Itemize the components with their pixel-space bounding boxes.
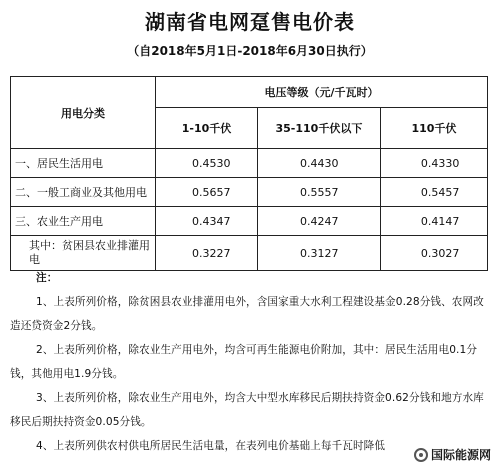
row-category: 其中：贫困县农业排灌用电 — [11, 236, 156, 271]
price-table — [10, 76, 488, 271]
category-header: 用电分类 — [11, 77, 156, 149]
voltage-header-110kv: 110千伏 — [380, 108, 487, 149]
row-value: 0.5457 — [380, 178, 487, 207]
row-value: 0.4330 — [380, 149, 487, 178]
row-value: 0.3127 — [257, 236, 380, 271]
row-category: 一、居民生活用电 — [11, 149, 156, 178]
row-value: 0.3227 — [156, 236, 258, 271]
voltage-header-1-10kv: 1-10千伏 — [156, 108, 258, 149]
page-title: 湖南省电网趸售电价表 — [145, 10, 355, 34]
row-value: 0.5557 — [257, 178, 380, 207]
row-value: 0.4147 — [380, 207, 487, 236]
note-item: 3、上表所列价格，除农业生产用电外，均含大中型水库移民后期扶持资金0.62分钱和地方水库移民后期扶持资金0.05分钱。 — [10, 392, 484, 428]
table-row — [11, 178, 488, 207]
row-value: 0.3027 — [380, 236, 487, 271]
page-subtitle: （自2018年5月1日-2018年6月30日执行） — [127, 44, 373, 58]
watermark-text: 国际能源网 — [430, 448, 491, 462]
note-item: 4、上表所列供农村供电所居民生活电量，在表列电价基础上每千瓦时降低 — [36, 440, 386, 452]
voltage-header-35-110kv: 35-110千伏以下 — [257, 108, 380, 149]
note-item: 1、上表所列价格，除贫困县农业排灌用电外，含国家重大水利工程建设基金0.28分钱、农网改造还贷资金2分钱。 — [10, 296, 484, 332]
notes-heading: 注： — [36, 272, 58, 284]
watermark — [411, 445, 494, 464]
notes-section — [10, 266, 488, 458]
globe-icon — [414, 448, 428, 462]
row-value: 0.5657 — [156, 178, 258, 207]
row-value: 0.4347 — [156, 207, 258, 236]
row-category: 三、农业生产用电 — [11, 207, 156, 236]
voltage-group-header: 电压等级（元/千瓦时） — [156, 77, 488, 108]
table-header-row — [11, 77, 488, 108]
table-row — [11, 149, 488, 178]
row-category: 二、一般工商业及其他用电 — [11, 178, 156, 207]
row-value: 0.4530 — [156, 149, 258, 178]
row-value: 0.4247 — [257, 207, 380, 236]
note-item: 2、上表所列价格，除农业生产用电外，均含可再生能源电价附加，其中：居民生活用电0.1分钱，其他用电1.9分钱。 — [10, 344, 478, 380]
table-row — [11, 207, 488, 236]
row-value: 0.4430 — [257, 149, 380, 178]
